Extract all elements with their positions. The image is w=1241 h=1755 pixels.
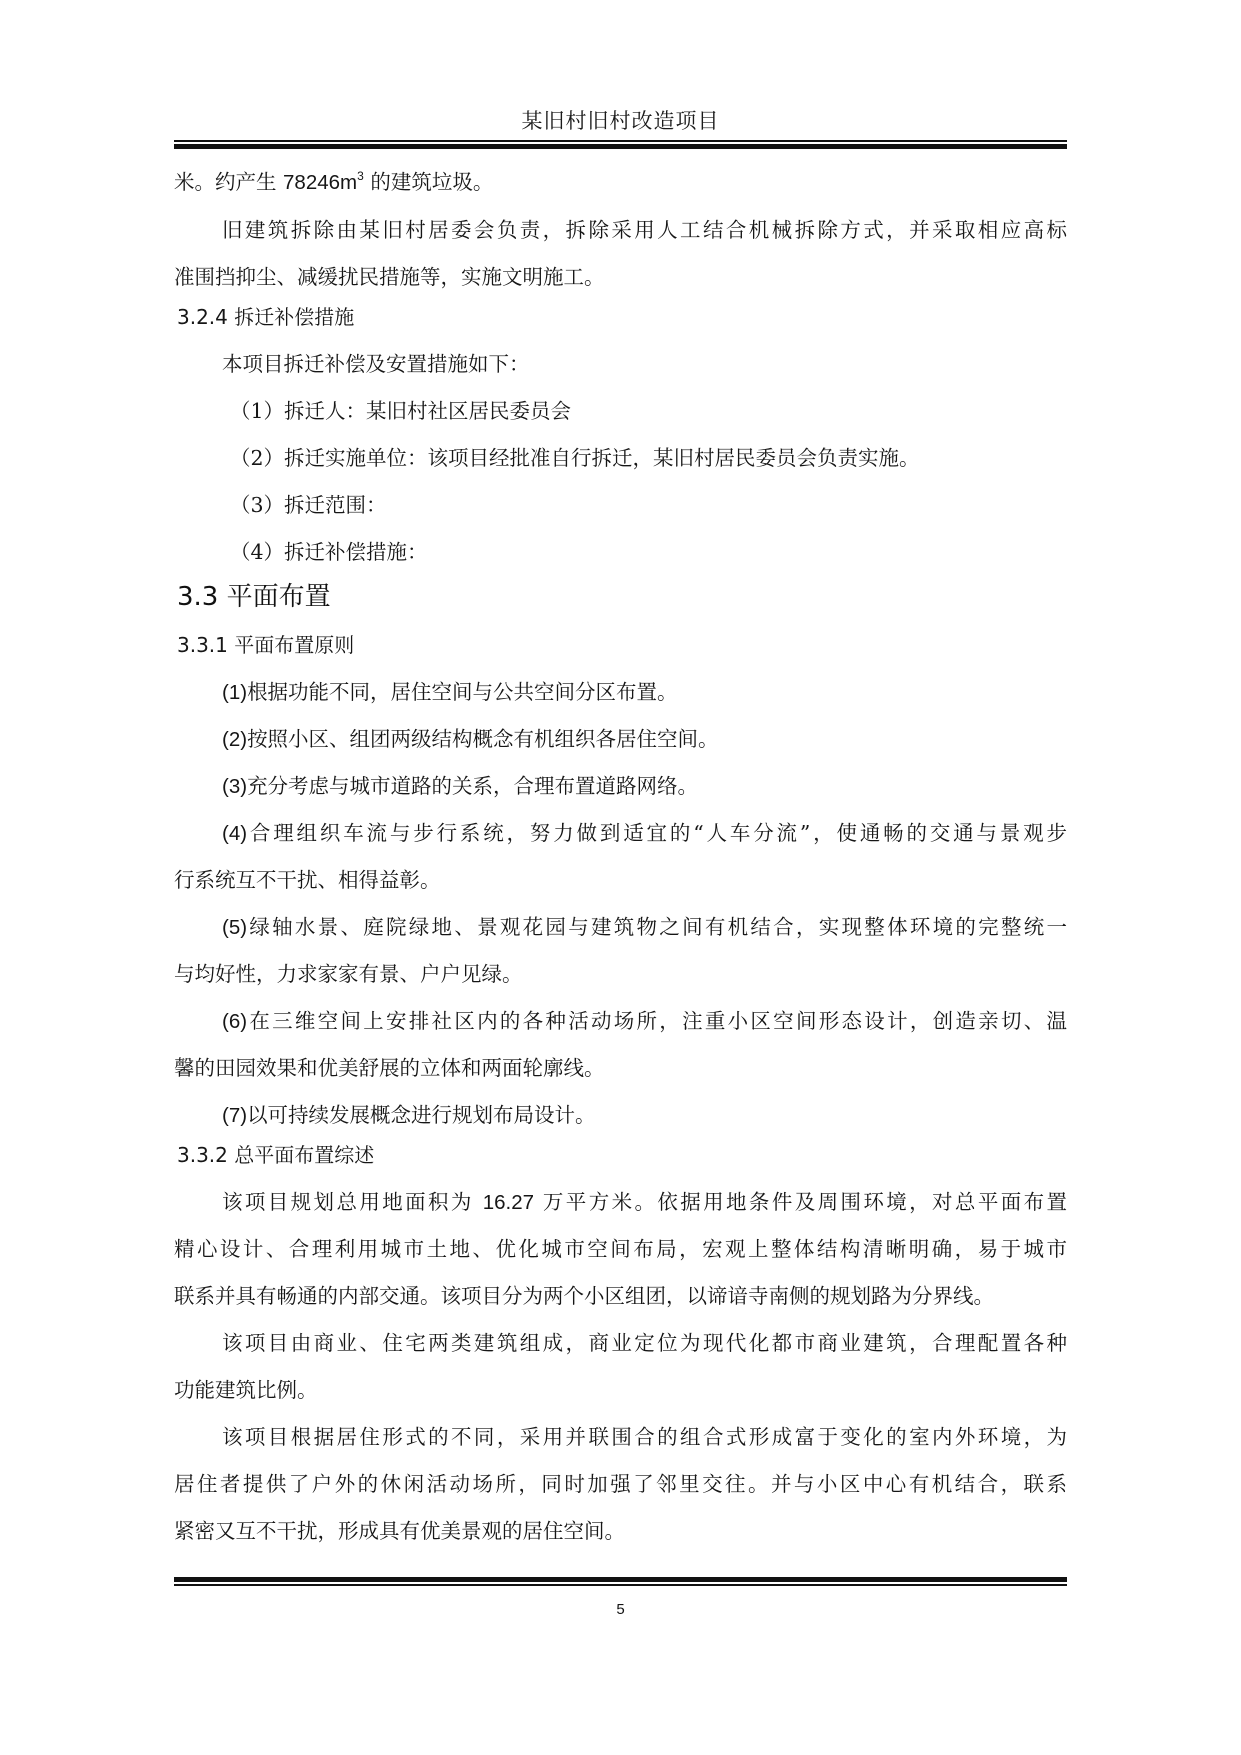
intro-line-pre: 米。约产生 xyxy=(174,170,284,194)
principle-5-line-1 xyxy=(222,912,1067,943)
principle-7 xyxy=(222,1100,596,1131)
header-rule-thick xyxy=(174,144,1067,149)
principle-number: (6) xyxy=(222,1010,248,1033)
principle-number: (7) xyxy=(222,1104,248,1127)
principle-text: 绿轴水景、庭院绿地、景观花园与建筑物之间有机结合，实现整体环境的完整统一 xyxy=(247,915,1067,939)
principle-4-line-2: 行系统互不干扰、相得益彰。 xyxy=(174,868,441,892)
footer-rule-thick xyxy=(174,1577,1067,1582)
principle-5-line-2: 与均好性，力求家家有景、户户见绿。 xyxy=(174,962,523,986)
principle-6-line-1 xyxy=(222,1006,1067,1037)
principle-number: (2) xyxy=(222,728,248,751)
principle-text: 以可持续发展概念进行规划布局设计。 xyxy=(247,1103,596,1127)
section-3-3-2-heading: 3.3.2 总平面布置综述 xyxy=(177,1143,375,1167)
section-3-3-heading: 3.3 平面布置 xyxy=(177,582,331,612)
compensation-item-3: （3）拆迁范围： xyxy=(230,493,387,517)
footer-rule-thin xyxy=(174,1584,1067,1586)
intro-line xyxy=(174,167,493,198)
section-3-2-4-heading: 3.2.4 拆迁补偿措施 xyxy=(177,305,355,329)
demolition-para-line-1: 旧建筑拆除由某旧村居委会负责，拆除采用人工结合机械拆除方式，并采取相应高标 xyxy=(222,218,1067,242)
compensation-item-4: （4）拆迁补偿措施： xyxy=(230,540,428,564)
running-header-title: 某旧村旧村改造项目 xyxy=(521,109,720,133)
section-3-3-1-heading: 3.3.1 平面布置原则 xyxy=(177,633,355,657)
layout-para-2-line-1: 该项目由商业、住宅两类建筑组成，商业定位为现代化都市商业建筑，合理配置各种 xyxy=(222,1331,1067,1355)
principle-text: 充分考虑与城市道路的关系，合理布置道路网络。 xyxy=(247,774,699,798)
principle-number: (3) xyxy=(222,775,248,798)
site-area-pre: 该项目规划总用地面积为 xyxy=(222,1190,483,1214)
demolition-para-line-2: 准围挡抑尘、减缓扰民措施等，实施文明施工。 xyxy=(174,265,605,289)
layout-para-1-line-2: 精心设计、合理利用城市土地、优化城市空间布局，宏观上整体结构清晰明确，易于城市 xyxy=(174,1237,1067,1261)
layout-para-1-line-3: 联系并具有畅通的内部交通。该项目分为两个小区组团，以谛谙寺南侧的规划路为分界线。 xyxy=(174,1284,994,1308)
site-area-post: 万平方米。依据用地条件及周围环境，对总平面布置 xyxy=(534,1190,1067,1214)
layout-para-2-line-2: 功能建筑比例。 xyxy=(174,1378,318,1402)
principle-text: 按照小区、组团两级结构概念有机组织各居住空间。 xyxy=(247,727,719,751)
principle-text: 根据功能不同，居住空间与公共空间分区布置。 xyxy=(247,680,678,704)
compensation-item-1: （1）拆迁人：某旧村社区居民委员会 xyxy=(230,399,572,423)
principle-3 xyxy=(222,771,698,802)
header-rule-thin xyxy=(174,140,1067,142)
principle-number: (1) xyxy=(222,681,248,704)
layout-para-3-line-2: 居住者提供了户外的休闲活动场所，同时加强了邻里交往。并与小区中心有机结合，联系 xyxy=(174,1472,1067,1496)
principle-number: (5) xyxy=(222,916,248,939)
principle-number: (4) xyxy=(222,822,248,845)
compensation-intro: 本项目拆迁补偿及安置措施如下： xyxy=(222,352,530,376)
layout-para-3-line-1: 该项目根据居住形式的不同，采用并联围合的组合式形成富于变化的室内外环境，为 xyxy=(222,1425,1067,1449)
principle-text: 合理组织车流与步行系统，努力做到适宜的“人车分流”，使通畅的交通与景观步 xyxy=(247,821,1067,845)
principle-text: 在三维空间上安排社区内的各种活动场所，注重小区空间形态设计，创造亲切、温 xyxy=(247,1009,1067,1033)
principle-2 xyxy=(222,724,719,755)
layout-para-1-line-1 xyxy=(222,1187,1067,1218)
site-area-value: 16.27 xyxy=(482,1191,535,1214)
principle-4-line-1 xyxy=(222,818,1067,849)
waste-volume-unit-exponent: 3 xyxy=(357,169,364,183)
principle-1 xyxy=(222,677,678,708)
page-number: 5 xyxy=(616,1601,625,1618)
compensation-item-2: （2）拆迁实施单位：该项目经批准自行拆迁，某旧村居民委员会负责实施。 xyxy=(230,446,920,470)
layout-para-3-line-3: 紧密又互不干扰，形成具有优美景观的居住空间。 xyxy=(174,1519,625,1543)
intro-line-post: 的建筑垃圾。 xyxy=(363,170,494,194)
waste-volume-value: 78246m xyxy=(283,171,358,194)
principle-6-line-2: 馨的田园效果和优美舒展的立体和两面轮廓线。 xyxy=(174,1056,605,1080)
